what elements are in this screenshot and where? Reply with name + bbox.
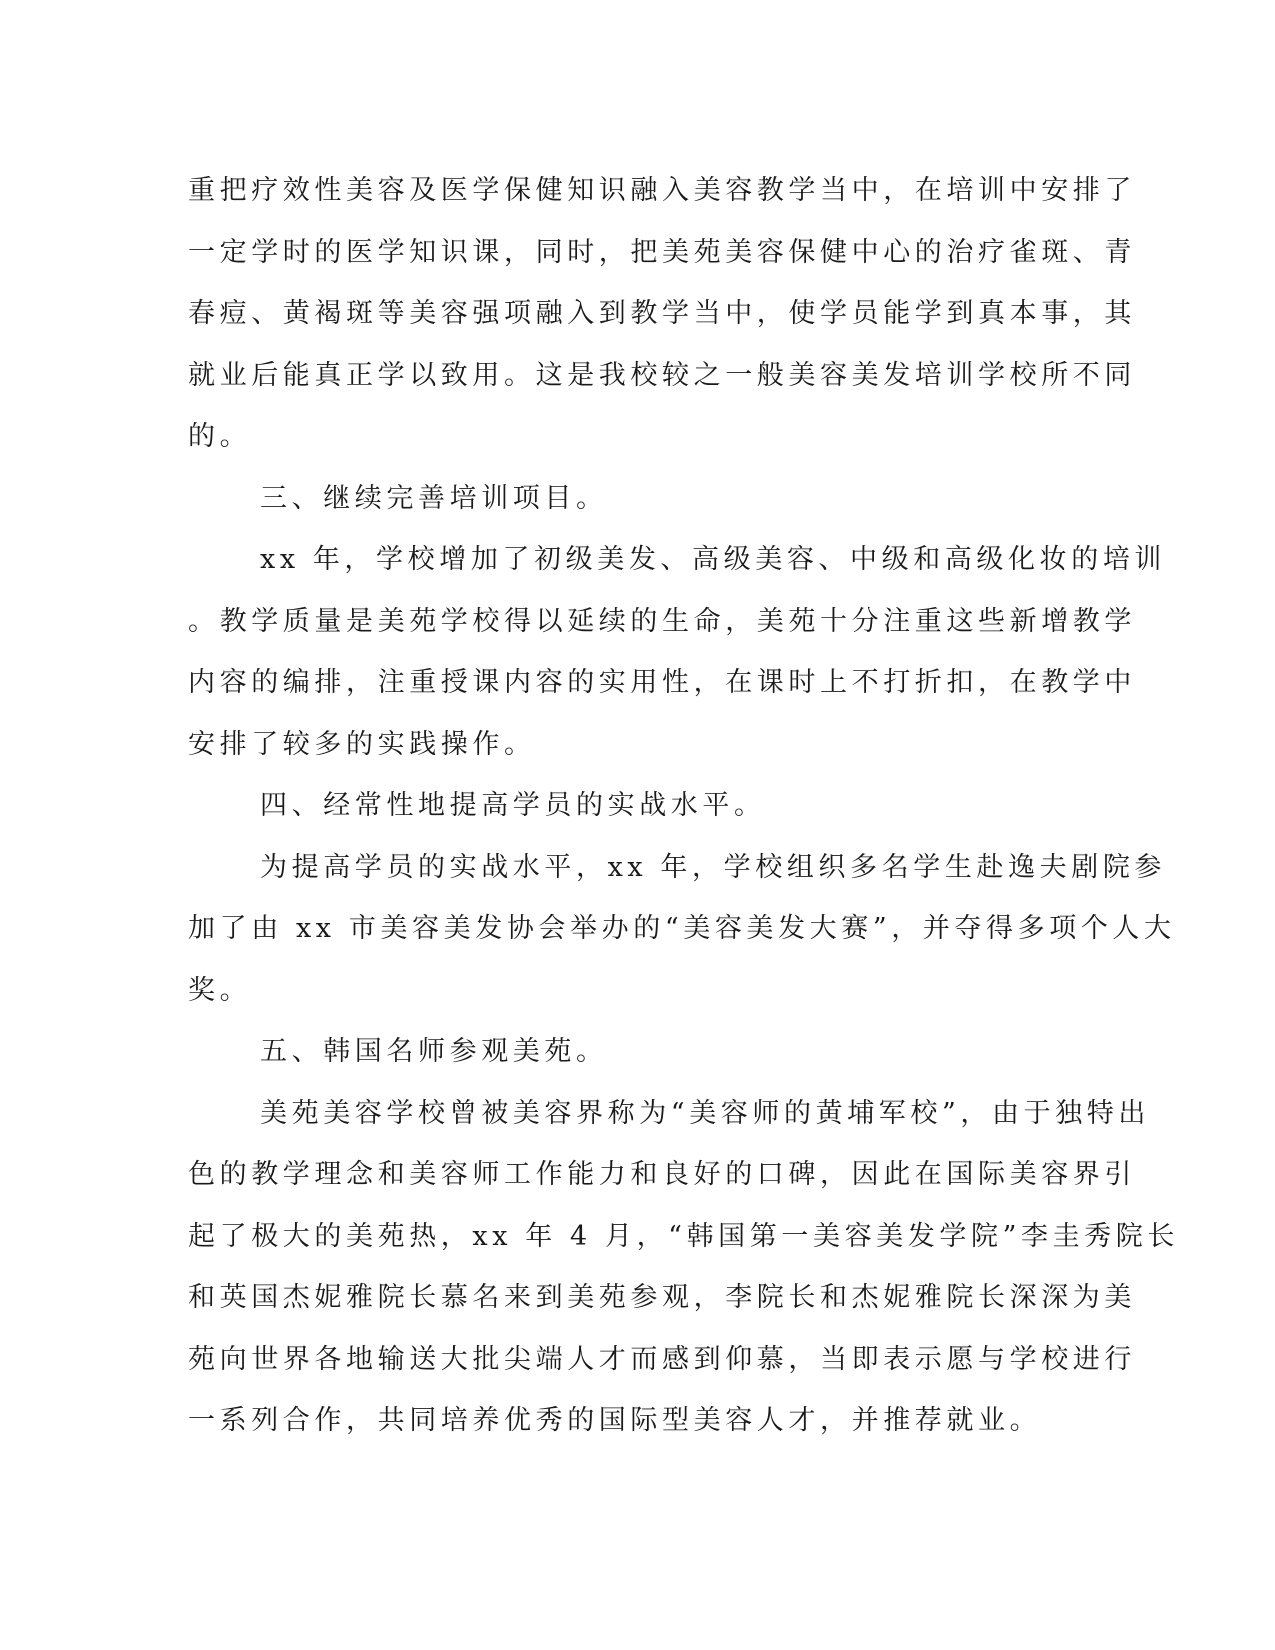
text-line: 的。 bbox=[188, 421, 252, 452]
text-line: 四、经常性地提高学员的实战水平。 bbox=[260, 790, 766, 821]
text-line: 安排了较多的实践操作。 bbox=[188, 728, 536, 760]
document-body bbox=[188, 160, 1179, 1452]
text-line: 重把疗效性美容及医学保健知识融入美容教学当中，在培训中安排了 bbox=[188, 175, 1136, 206]
text-line: 加了由 xx 市美容美发协会举办的“美容美发大赛”，并夺得多项个人大 bbox=[188, 913, 1176, 944]
text-line: 一定学时的医学知识课，同时，把美苑美容保健中心的治疗雀斑、青 bbox=[188, 236, 1136, 268]
text-line: 起了极大的美苑热，xx 年 4 月，“韩国第一美容美发学院”李圭秀院长 bbox=[188, 1220, 1179, 1252]
text-line: 和英国杰妮雅院长慕名来到美苑参观，李院长和杰妮雅院长深深为美 bbox=[188, 1282, 1136, 1313]
text-line: 美苑美容学校曾被美容界称为“美容师的黄埔军校”，由于独特出 bbox=[260, 1097, 1151, 1129]
text-line: 一系列合作，共同培养优秀的国际型美容人才，并推荐就业。 bbox=[188, 1405, 1042, 1436]
text-line: 春痘、黄褐斑等美容强项融入到教学当中，使学员能学到真本事，其 bbox=[188, 298, 1136, 329]
text-line: 五、韩国名师参观美苑。 bbox=[260, 1036, 608, 1067]
text-line: 。教学质量是美苑学校得以延续的生命，美苑十分注重这些新增教学 bbox=[188, 605, 1136, 637]
text-line: 就业后能真正学以致用。这是我校较之一般美容美发培训学校所不同 bbox=[188, 359, 1136, 391]
text-line: xx 年，学校增加了初级美发、高级美容、中级和高级化妆的培训 bbox=[260, 544, 1167, 575]
text-line: 三、继续完善培训项目。 bbox=[260, 482, 608, 514]
text-line: 苑向世界各地输送大批尖端人才而感到仰慕，当即表示愿与学校进行 bbox=[188, 1343, 1136, 1375]
text-line: 为提高学员的实战水平，xx 年，学校组织多名学生赴逸夫剧院参 bbox=[260, 851, 1167, 883]
text-line: 色的教学理念和美容师工作能力和良好的口碑，因此在国际美容界引 bbox=[188, 1159, 1136, 1190]
text-line: 内容的编排，注重授课内容的实用性，在课时上不打折扣，在教学中 bbox=[188, 667, 1136, 698]
text-line: 奖。 bbox=[188, 974, 252, 1006]
